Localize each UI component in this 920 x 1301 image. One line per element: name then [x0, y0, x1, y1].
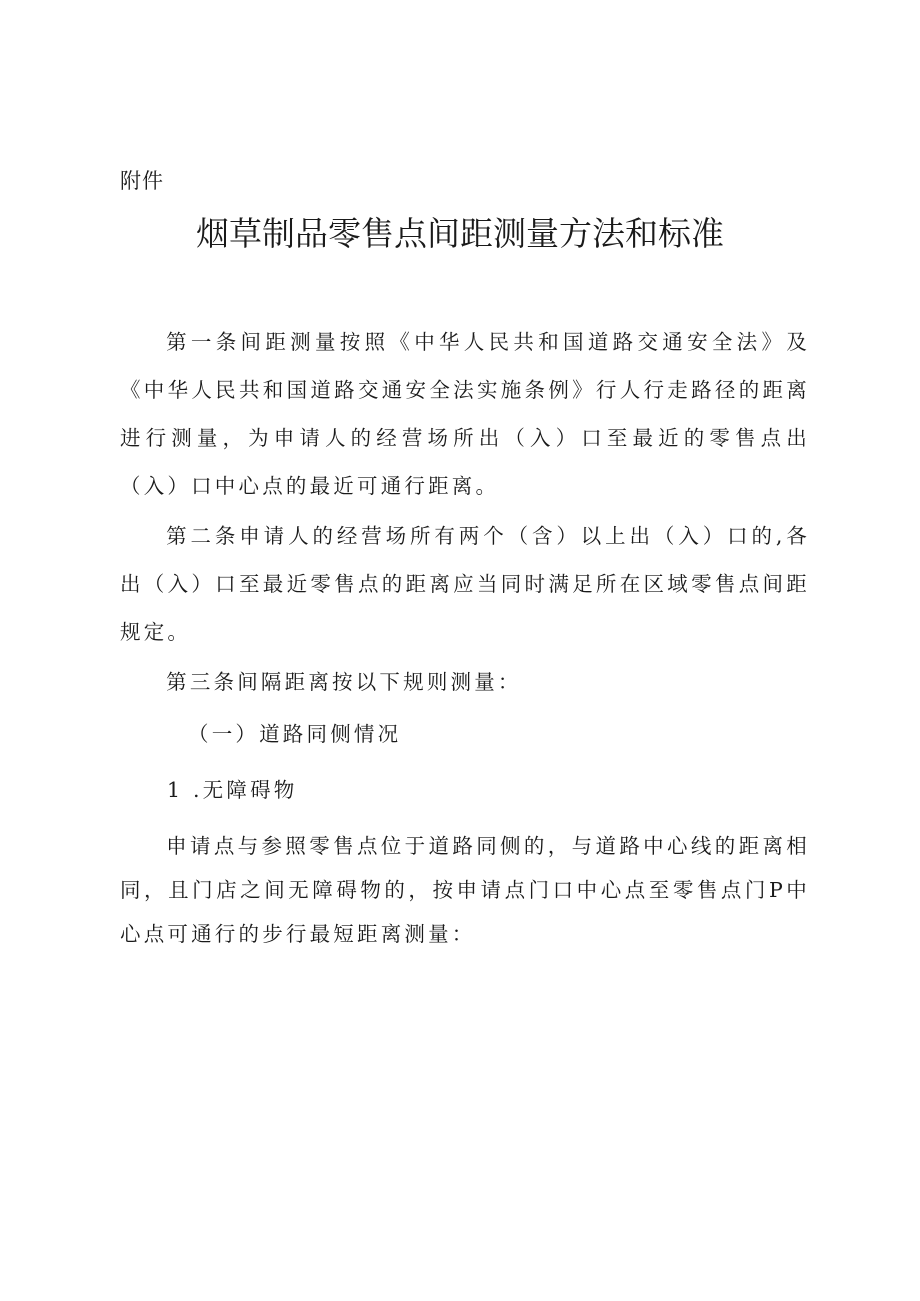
document-title: 烟草制品零售点间距测量方法和标准 [196, 214, 724, 253]
document-body [120, 318, 810, 956]
item-1-paragraph: 申请点与参照零售点位于道路同侧的，与道路中心线的距离相同，且门店之间无障碍物的，按申请点门口中心点至零售点门P中心点可通行的步行最短距离测量： [120, 834, 810, 946]
article-2-paragraph: 第二条申请人的经营场所有两个（含）以上出（入）口的,各出（入）口至最近零售点的距离应当同时满足所在区域零售点间距规定。 [120, 524, 810, 644]
article-3-paragraph: 第三条间隔距离按以下规则测量： [166, 670, 522, 694]
section-1-heading: （一）道路同侧情况 [188, 722, 402, 746]
attachment-label: 附件 [120, 169, 164, 193]
item-1-label: 1 .无障碍物 [167, 778, 298, 802]
article-1-paragraph: 第一条间距测量按照《中华人民共和国道路交通安全法》及《中华人民共和国道路交通安全法实施条例》行人行走路径的距离进行测量，为申请人的经营场所出（入）口至最近的零售点出（入）口中心点的最近可通行距离。 [120, 330, 810, 498]
